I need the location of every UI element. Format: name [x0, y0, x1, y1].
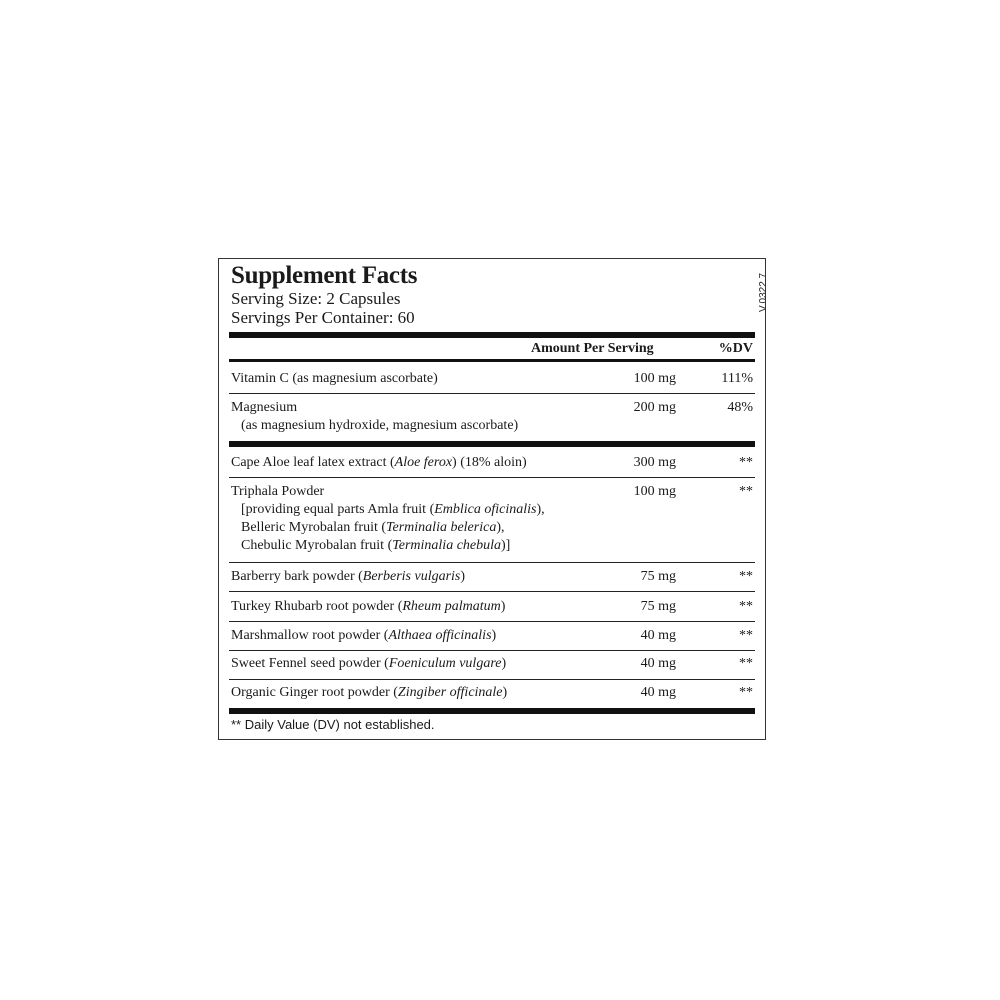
ingredient-name: Magnesium	[231, 400, 298, 415]
panel-header	[231, 263, 417, 326]
ingredient-dv: 48%	[727, 400, 753, 415]
ingredient-amount: 100 mg	[633, 484, 676, 499]
row-divider	[229, 591, 755, 592]
ingredient-amount: 40 mg	[640, 628, 676, 643]
row-divider	[229, 621, 755, 622]
ingredient-dv: 111%	[721, 371, 753, 386]
ingredient-amount: 75 mg	[640, 569, 676, 584]
header-divider	[229, 359, 755, 362]
row-divider	[229, 650, 755, 651]
ingredient-amount: 200 mg	[633, 400, 676, 415]
ingredient-name: Triphala Powder	[231, 484, 325, 499]
supplement-facts-panel	[218, 258, 766, 740]
ingredient-amount: 300 mg	[633, 455, 676, 470]
ingredient-dv: **	[739, 455, 753, 470]
ingredient-amount: 40 mg	[640, 656, 676, 671]
ingredient-amount: 40 mg	[640, 685, 676, 700]
amount-column-header: Amount Per Serving	[531, 341, 654, 356]
thick-divider	[229, 441, 755, 447]
ingredient-dv: **	[739, 569, 753, 584]
ingredient-name: Organic Ginger root powder (Zingiber officinale)	[231, 685, 508, 700]
ingredient-dv: **	[739, 628, 753, 643]
ingredient-name: Sweet Fennel seed powder (Foeniculum vulgare)	[231, 656, 507, 671]
dv-column-header: %DV	[718, 341, 753, 356]
ingredient-detail: [providing equal parts Amla fruit (Emblica oficinalis),	[241, 502, 545, 517]
row-divider	[229, 393, 755, 394]
thick-divider	[229, 332, 755, 338]
ingredient-name: Vitamin C (as magnesium ascorbate)	[231, 371, 438, 386]
thick-divider	[229, 708, 755, 714]
ingredient-name: Turkey Rhubarb root powder (Rheum palmatum)	[231, 599, 506, 614]
ingredient-detail: (as magnesium hydroxide, magnesium ascorbate)	[241, 418, 519, 433]
panel-title: Supplement Facts	[231, 262, 418, 289]
ingredient-dv: **	[739, 656, 753, 671]
ingredient-name: Marshmallow root powder (Althaea officinalis)	[231, 628, 497, 643]
ingredient-amount: 100 mg	[633, 371, 676, 386]
ingredient-detail: Chebulic Myrobalan fruit (Terminalia chebula)]	[241, 538, 511, 553]
ingredient-dv: **	[739, 599, 753, 614]
row-divider	[229, 477, 755, 478]
ingredient-detail: Belleric Myrobalan fruit (Terminalia belerica),	[241, 520, 505, 535]
ingredient-name: Barberry bark powder (Berberis vulgaris)	[231, 569, 466, 584]
servings-per-container: Servings Per Container: 60	[231, 308, 415, 327]
ingredient-amount: 75 mg	[640, 599, 676, 614]
row-divider	[229, 562, 755, 563]
ingredient-dv: **	[739, 484, 753, 499]
version-code: V.0322.7	[758, 272, 769, 312]
ingredient-dv: **	[739, 685, 753, 700]
row-divider	[229, 679, 755, 680]
serving-size: Serving Size: 2 Capsules	[231, 289, 401, 308]
footnote: ** Daily Value (DV) not established.	[231, 717, 435, 732]
ingredient-name: Cape Aloe leaf latex extract (Aloe ferox) (18% aloin)	[231, 455, 527, 470]
